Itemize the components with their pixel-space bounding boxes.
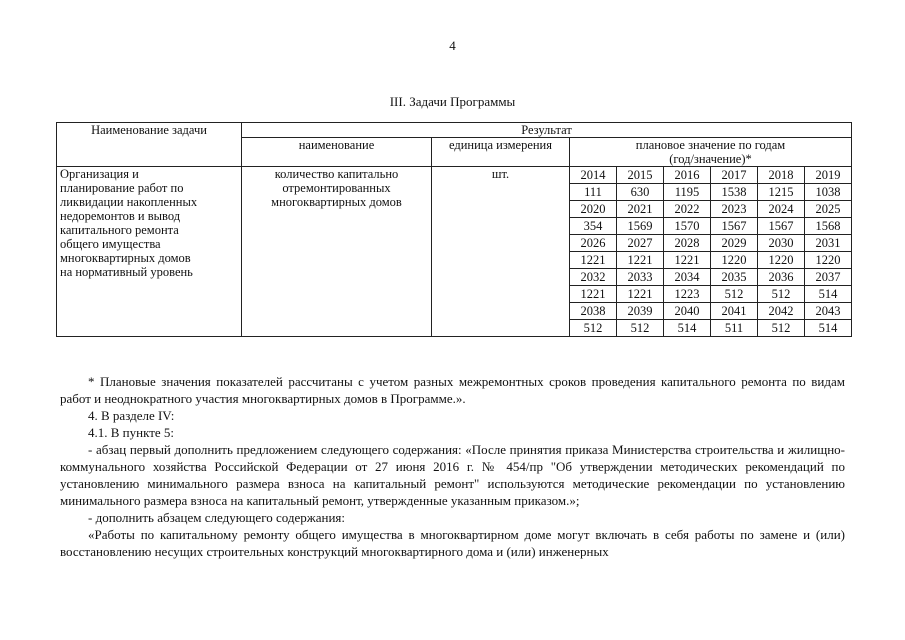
year-cell: 2019 [805, 167, 852, 184]
value-cell: 512 [570, 320, 617, 337]
value-cell: 512 [711, 286, 758, 303]
year-cell: 2025 [805, 201, 852, 218]
year-cell: 2042 [758, 303, 805, 320]
year-cell: 2038 [570, 303, 617, 320]
paragraph: 4. В разделе IV: [88, 408, 175, 423]
year-cell: 2016 [664, 167, 711, 184]
header-planned: плановое значение по годам (год/значение)* [570, 138, 852, 167]
header-unit: единица измерения [432, 138, 570, 167]
section-title: III. Задачи Программы [389, 94, 516, 109]
year-cell: 2026 [570, 235, 617, 252]
year-cell: 2021 [617, 201, 664, 218]
paragraph: «Работы по капитальному ремонту общего имущества в многоквартирном доме могут включать в себя работы по замене и (или) восстановлению несущих строительных конструкций многоквартирного дома и (или) инженерных [60, 527, 845, 559]
year-cell: 2034 [664, 269, 711, 286]
value-cell: 1568 [805, 218, 852, 235]
tasks-table [56, 122, 852, 337]
year-cell: 2032 [570, 269, 617, 286]
value-cell: 512 [758, 286, 805, 303]
header-name: наименование [242, 138, 432, 167]
year-cell: 2036 [758, 269, 805, 286]
year-cell: 2039 [617, 303, 664, 320]
body-text [60, 373, 845, 560]
paragraph: 4.1. В пункте 5: [88, 425, 175, 440]
year-cell: 2023 [711, 201, 758, 218]
year-cell: 2030 [758, 235, 805, 252]
value-cell: 511 [711, 320, 758, 337]
header-task-name: Наименование задачи [57, 123, 242, 167]
header-row-1 [57, 123, 852, 138]
value-cell: 1567 [711, 218, 758, 235]
page-number: 4 [449, 38, 456, 53]
year-cell: 2018 [758, 167, 805, 184]
year-cell: 2037 [805, 269, 852, 286]
value-cell: 1038 [805, 184, 852, 201]
value-cell: 111 [570, 184, 617, 201]
year-cell: 2040 [664, 303, 711, 320]
value-cell: 1569 [617, 218, 664, 235]
year-cell: 2017 [711, 167, 758, 184]
value-cell: 514 [805, 320, 852, 337]
value-cell: 354 [570, 218, 617, 235]
year-row [57, 167, 852, 184]
year-cell: 2027 [617, 235, 664, 252]
year-cell: 2022 [664, 201, 711, 218]
value-cell: 1220 [758, 252, 805, 269]
value-cell: 1567 [758, 218, 805, 235]
value-cell: 1538 [711, 184, 758, 201]
value-cell: 1221 [617, 252, 664, 269]
paragraph: - дополнить абзацем следующего содержания: [88, 510, 345, 525]
year-cell: 2029 [711, 235, 758, 252]
value-cell: 1221 [570, 252, 617, 269]
value-cell: 1221 [664, 252, 711, 269]
year-cell: 2031 [805, 235, 852, 252]
value-cell: 1215 [758, 184, 805, 201]
value-cell: 1221 [570, 286, 617, 303]
year-cell: 2028 [664, 235, 711, 252]
task-cell: Организация и планирование работ по ликвидации накопленных недоремонтов и вывод капитального ремонта общего имущества многоквартирных домов на нормативный уровень [57, 167, 242, 337]
indicator-cell: количество капитально отремонтированных многоквартирных домов [242, 167, 432, 337]
header-result: Результат [242, 123, 852, 138]
value-cell: 514 [805, 286, 852, 303]
year-cell: 2033 [617, 269, 664, 286]
value-cell: 1195 [664, 184, 711, 201]
paragraph: * Плановые значения показателей рассчитаны с учетом разных межремонтных сроков проведения капитального ремонта по видам работ и неоднократного участия многоквартирных домов в Программе.». [60, 374, 845, 406]
value-cell: 512 [758, 320, 805, 337]
value-cell: 630 [617, 184, 664, 201]
value-cell: 1223 [664, 286, 711, 303]
unit-cell: шт. [432, 167, 570, 337]
year-cell: 2043 [805, 303, 852, 320]
value-cell: 514 [664, 320, 711, 337]
value-cell: 1220 [805, 252, 852, 269]
value-cell: 1220 [711, 252, 758, 269]
paragraph: - абзац первый дополнить предложением следующего содержания: «После принятия приказа Министерства строительства и жилищно-коммунального хозяйства Российской Федерации от 27 июня 2016 г. № 454/пр "Об утверждении методических рекомендаций по установлению минимального размера взноса на капитальный ремонт" используются методические рекомендации по установлению минимального размера взноса на капитальный ремонт, утвержденные указанным приказом.»; [60, 442, 845, 508]
year-cell: 2041 [711, 303, 758, 320]
value-cell: 1221 [617, 286, 664, 303]
year-cell: 2014 [570, 167, 617, 184]
year-cell: 2035 [711, 269, 758, 286]
year-cell: 2015 [617, 167, 664, 184]
value-cell: 1570 [664, 218, 711, 235]
year-cell: 2020 [570, 201, 617, 218]
value-cell: 512 [617, 320, 664, 337]
year-cell: 2024 [758, 201, 805, 218]
